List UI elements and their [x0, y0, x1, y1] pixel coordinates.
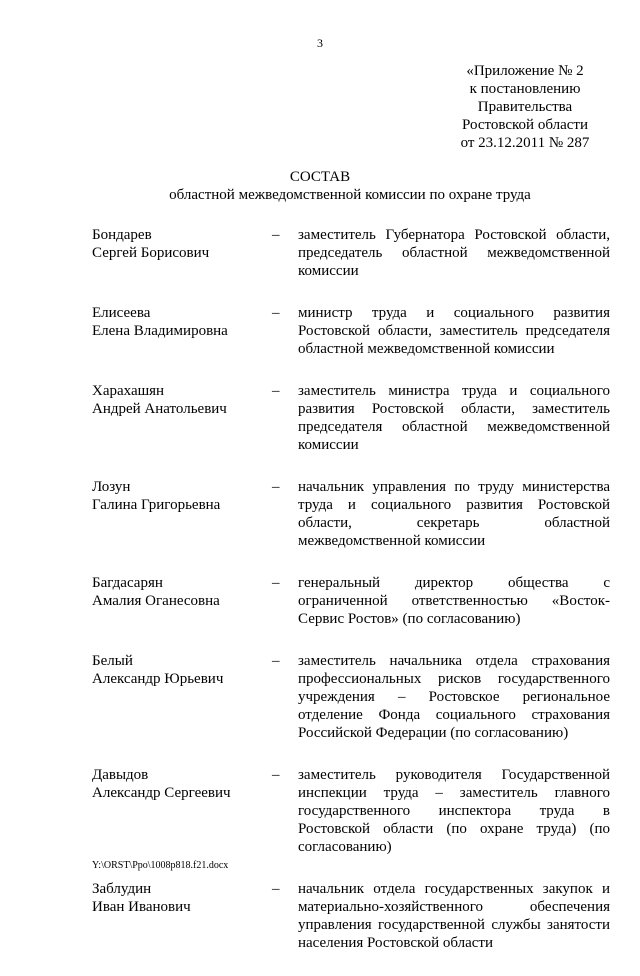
- dash-separator: –: [272, 383, 280, 399]
- member-name: [92, 652, 272, 742]
- dash-separator: –: [272, 575, 280, 591]
- member-role: начальник отдела государственных закупок и материально-хозяйственного обеспечения управления государственной службы занятости населения Ростовской области: [298, 881, 610, 951]
- member-role: заместитель министра труда и социального развития Ростовской области, заместитель председателя областной межведомственной комиссии: [298, 383, 610, 453]
- appendix-line: Правительства: [477, 99, 573, 115]
- member-surname: Лозун: [92, 479, 131, 495]
- member-given-name: Сергей Борисович: [92, 245, 210, 261]
- dash-separator: –: [272, 767, 280, 783]
- member-entry: [92, 478, 612, 550]
- member-entry: [92, 226, 612, 280]
- page-number: 3: [317, 36, 323, 50]
- member-entry: [92, 652, 612, 742]
- dash-separator: –: [272, 227, 280, 243]
- member-surname: Харахашян: [92, 383, 165, 399]
- member-role: министр труда и социального развития Ростовской области, заместитель председателя областной межведомственной комиссии: [298, 305, 610, 357]
- dash-separator: –: [272, 479, 280, 495]
- member-given-name: Андрей Анатольевич: [92, 401, 227, 417]
- appendix-line: к постановлению: [469, 81, 581, 97]
- member-entry: [92, 304, 612, 358]
- document-subtitle: областной межведомственной комиссии по охране труда: [169, 187, 531, 203]
- member-name: [92, 766, 272, 856]
- dash-separator: –: [272, 881, 280, 897]
- dash-separator: –: [272, 653, 280, 669]
- member-given-name: Амалия Оганесовна: [92, 593, 220, 609]
- member-role: заместитель руководителя Государственной инспекции труда – заместитель главного государственного инспектора труда в Ростовской области (по охране труда) (по согласованию): [298, 767, 610, 855]
- appendix-line: от 23.12.2011 № 287: [460, 135, 590, 151]
- appendix-line: «Приложение № 2: [466, 63, 584, 79]
- file-path-footer: Y:\ORST\Ppo\1008p818.f21.docx: [92, 860, 229, 871]
- member-name: [92, 382, 272, 454]
- member-entry: [92, 766, 612, 856]
- member-surname: Багдасарян: [92, 575, 163, 591]
- member-surname: Давыдов: [92, 767, 149, 783]
- member-entry: [92, 382, 612, 454]
- dash-separator: –: [272, 305, 280, 321]
- member-name: [92, 226, 272, 280]
- member-name: [92, 574, 272, 628]
- appendix-line: Ростовской области: [462, 117, 588, 133]
- member-surname: Белый: [92, 653, 133, 669]
- member-role: заместитель Губернатора Ростовской области, председатель областной межведомственной комиссии: [298, 227, 610, 279]
- member-name: [92, 304, 272, 358]
- member-name: [92, 880, 272, 952]
- member-surname: Бондарев: [92, 227, 152, 243]
- member-given-name: Александр Сергеевич: [92, 785, 231, 801]
- appendix-header: [440, 62, 610, 152]
- member-role: начальник управления по труду министерства труда и социального развития Ростовской области, секретарь областной межведомственной комиссии: [298, 479, 610, 549]
- member-surname: Заблудин: [92, 881, 152, 897]
- member-role: заместитель начальника отдела страхования профессиональных рисков государственного учреждения – Ростовское региональное отделение Фонда социального страхования Российской Федерации (по согласованию): [298, 653, 610, 741]
- member-given-name: Галина Григорьевна: [92, 497, 221, 513]
- member-given-name: Александр Юрьевич: [92, 671, 224, 687]
- member-entry: [92, 574, 612, 628]
- member-given-name: Елена Владимировна: [92, 323, 228, 339]
- member-entry: [92, 880, 612, 952]
- member-role: генеральный директор общества с ограниченной ответственностью «Восток-Сервис Ростов» (по согласованию): [298, 575, 610, 627]
- member-name: [92, 478, 272, 550]
- member-surname: Елисеева: [92, 305, 151, 321]
- document-title: СОСТАВ: [289, 169, 351, 185]
- member-given-name: Иван Иванович: [92, 899, 191, 915]
